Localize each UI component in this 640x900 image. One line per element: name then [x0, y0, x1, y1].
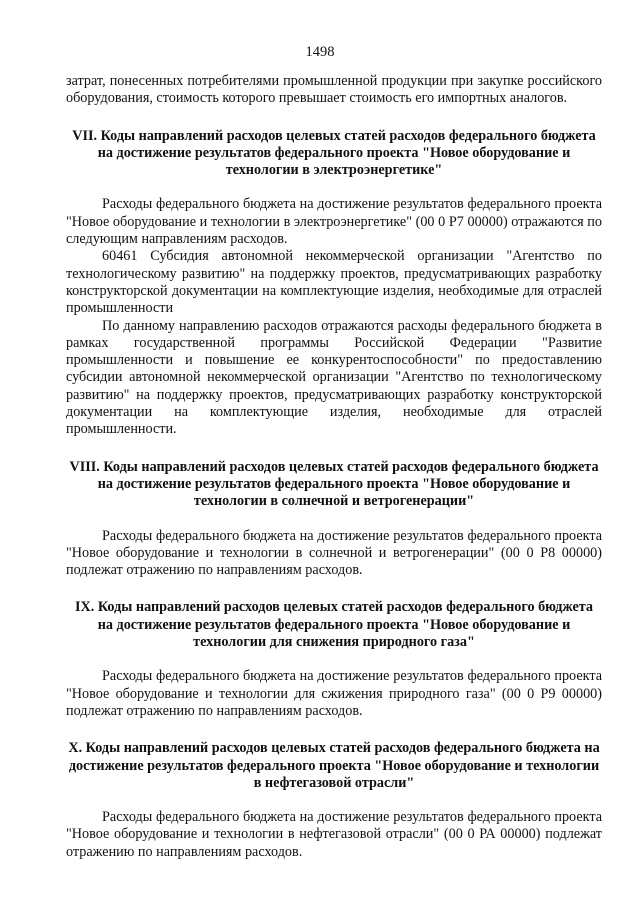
section-viii — [66, 459, 602, 580]
paragraph: Расходы федерального бюджета на достижение результатов федерального проекта "Новое оборудование и технологии в электроэнергетике" (00 0 Р7 00000) отражаются по следующим направлениям расходов. — [66, 196, 602, 248]
paragraph: Расходы федерального бюджета на достижение результатов федерального проекта "Новое оборудование и технологии в нефтегазовой отрасли" (00 0 РА 00000) подлежат отражению по направлениям расходов. — [66, 809, 602, 860]
section-vii — [66, 128, 602, 439]
paragraph: 60461 Субсидия автономной некоммерческой организации "Агентство по технологическому развитию" на поддержку проектов, предусматривающих разработку конструкторской документации на комплектующие изделия, необходимые для отраслей промышленности — [66, 248, 602, 317]
section-heading: VIII. Коды направлений расходов целевых статей расходов федерального бюджета на достижение результатов федерального проекта "Новое оборудование и технологии в солнечной и ветрогенерации" — [69, 458, 599, 510]
paragraph: Расходы федерального бюджета на достижение результатов федерального проекта "Новое оборудование и технологии для сжижения природного газа" (00 0 Р9 00000) подлежат отражению по направлениям расходов. — [66, 668, 602, 719]
document-body — [66, 73, 602, 861]
section-x — [66, 740, 602, 861]
intro-paragraph: затрат, понесенных потребителями промышленной продукции при закупке российского оборудования, стоимость которого превышает стоимость его импортных аналогов. — [66, 73, 602, 107]
page-number: 1498 — [305, 44, 335, 60]
paragraph: Расходы федерального бюджета на достижение результатов федерального проекта "Новое оборудование и технологии в солнечной и ветрогенерации" (00 0 Р8 00000) подлежат отражению по направлениям расходов. — [66, 527, 602, 579]
section-heading: IX. Коды направлений расходов целевых статей расходов федерального бюджета на достижение результатов федерального проекта "Новое оборудование и технологии для снижения природного газа" — [74, 599, 594, 651]
section-ix — [66, 599, 602, 720]
paragraph: По данному направлению расходов отражаются расходы федерального бюджета в рамках государственной программы Российской Федерации "Развитие промышленности и повышение ее конкурентоспособности" по предоставлению субсидии автономной некоммерческой организации "Агентство по технологическому развитию" на поддержку проектов, предусматривающих разработку конструкторской документации на комплектующие изделия, необходимые для отраслей промышленности. — [66, 317, 602, 438]
section-heading: VII. Коды направлений расходов целевых статей расходов федерального бюджета на достижение результатов федерального проекта "Новое оборудование и технологии в электроэнергетике" — [72, 127, 596, 179]
section-heading: X. Коды направлений расходов целевых статей расходов федерального бюджета на достижение результатов федерального проекта "Новое оборудование и технологии в нефтегазовой отрасли" — [68, 740, 600, 791]
